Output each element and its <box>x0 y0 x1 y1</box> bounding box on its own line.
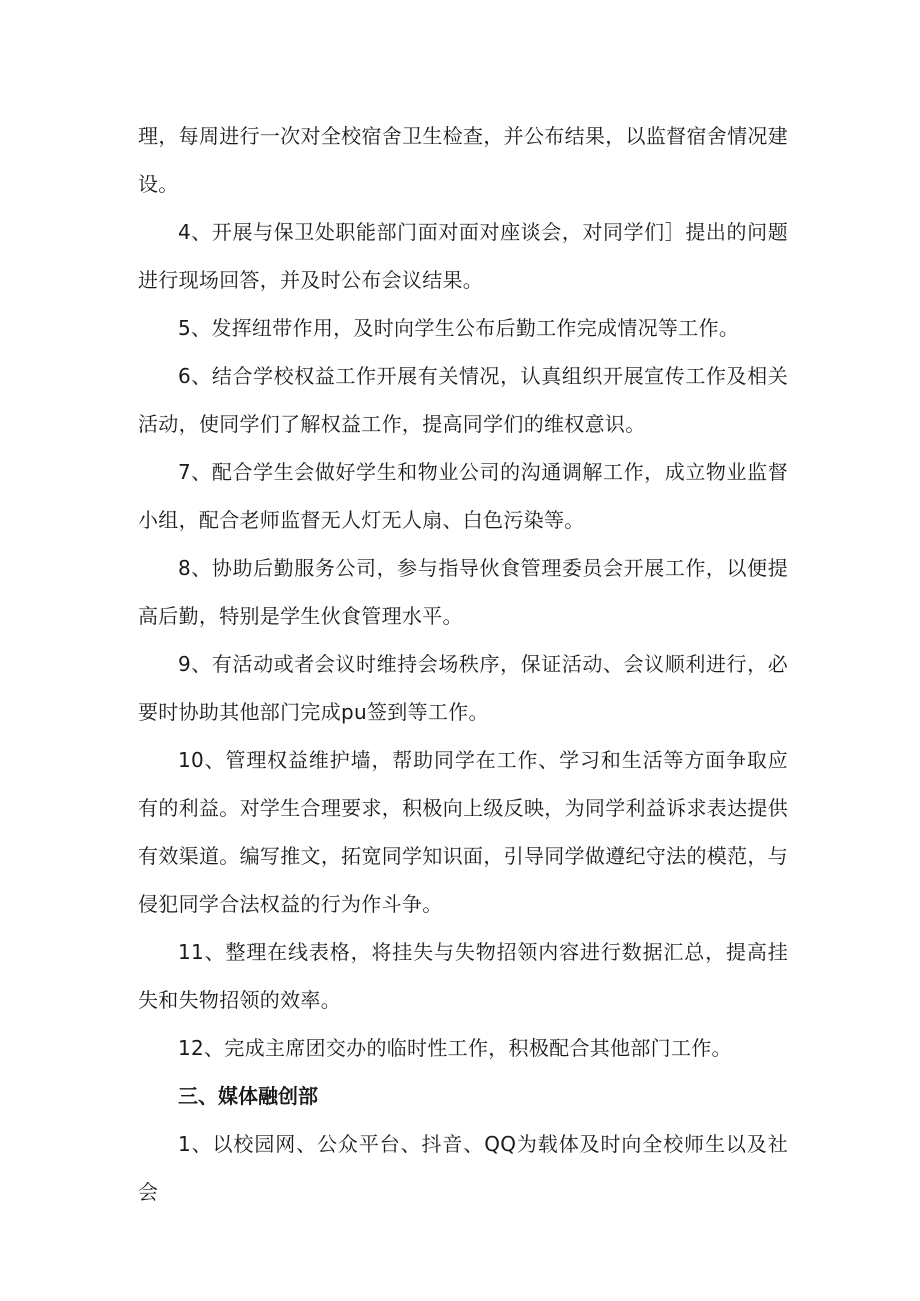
paragraph-item-6: 6、结合学校权益工作开展有关情况，认真组织开展宣传工作及相关活动，使同学们了解权益工作，提高同学们的维权意识。 <box>138 364 788 436</box>
paragraph-item-5: 5、发挥纽带作用，及时向学生公布后勤工作完成情况等工作。 <box>178 316 740 340</box>
paragraph-item-4: 4、开展与保卫处职能部门面对面对座谈会，对同学们］提出的问题进行现场回答，并及时公布会议结果。 <box>138 220 788 292</box>
paragraph-item-9: 9、有活动或者会议时维持会场秩序，保证活动、会议顺利进行，必要时协助其他部门完成pu签到等工作。 <box>138 652 788 724</box>
paragraph-item-12: 12、完成主席团交办的临时性工作，积极配合其他部门工作。 <box>178 1036 732 1060</box>
section-heading: 三、媒体融创部 <box>178 1084 318 1108</box>
paragraph-continuation: 理，每周进行一次对全校宿舍卫生检查，并公布结果，以监督宿舍情况建设。 <box>138 124 788 196</box>
paragraph-media-item-1: 1、以校园网、公众平台、抖音、QQ为载体及时向全校师生以及社会 <box>138 1132 788 1204</box>
paragraph-item-8: 8、协助后勤服务公司，参与指导伙食管理委员会开展工作，以便提高后勤，特别是学生伙食管理水平。 <box>138 556 788 628</box>
document-page <box>138 112 788 1216</box>
paragraph-item-11: 11、整理在线表格，将挂失与失物招领内容进行数据汇总，提高挂失和失物招领的效率。 <box>138 940 788 1012</box>
paragraph-item-7: 7、配合学生会做好学生和物业公司的沟通调解工作，成立物业监督小组，配合老师监督无人灯无人扇、白色污染等。 <box>138 460 788 532</box>
paragraph-item-10: 10、管理权益维护墙，帮助同学在工作、学习和生活等方面争取应有的利益。对学生合理要求，积极向上级反映，为同学利益诉求表达提供有效渠道。编写推文，拓宽同学知识面，引导同学做遵纪守法的模范，与侵犯同学合法权益的行为作斗争。 <box>138 748 788 916</box>
